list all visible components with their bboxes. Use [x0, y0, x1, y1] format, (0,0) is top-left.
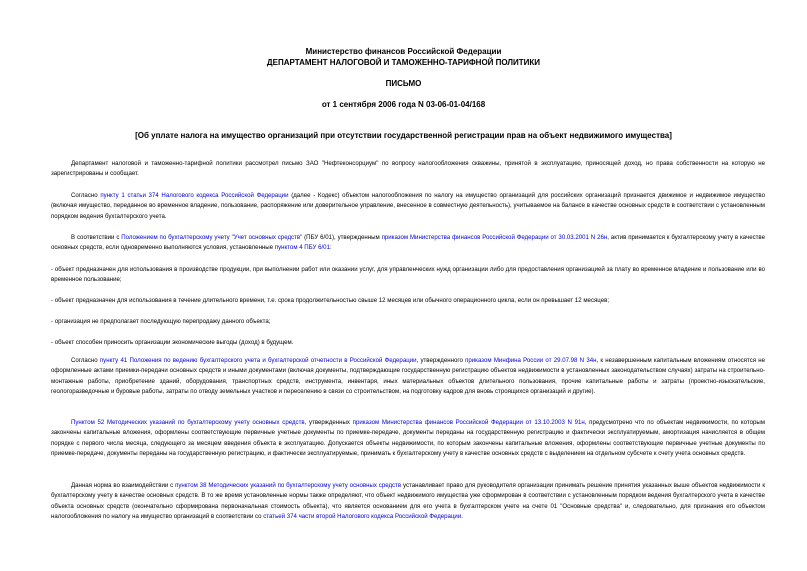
paragraph-text: .: [461, 513, 463, 521]
paragraph-text: , актив принимается к бухгалтерскому учету в качестве основных средств, если одновременно выполняются условия, установленные: [51, 234, 765, 252]
paragraph-3: [51, 233, 765, 254]
link-guidelines-item-38[interactable]: пунктом 38 Методических указаний по бухгалтерскому учету основных средств: [175, 482, 402, 489]
paragraph-8: [51, 356, 765, 398]
paragraph-text: устанавливает право для руководителя организации принимать решение принятия указанных выше объектов недвижимости к бухгалтерскому учету в качестве основных средств. В то же время установленные нормы также определяют, что объект недвижимого имущества уже сформирован в соответствии с установленным порядком ведения бухгалтерского учета в качестве объекта основных средств (окончательно сформирована первоначальная стоимость объекта), что является основанием для его учета в бухгалтерском учете на счете 01 "Основные средства" и, следовательно, для признания его объектом налогообложения по налогу на имущество организаций в соответствии со: [51, 482, 765, 521]
paragraph-text: - организация не предполагает последующую перепродажу данного объекта;: [51, 318, 271, 325]
paragraph-4: [51, 265, 765, 286]
paragraph-text: Согласно: [71, 357, 100, 364]
paragraph-text: - объект предназначен для использования в производстве продукции, при выполнении работ или оказании услуг, для управленческих нужд организации либо для предоставления организацией за плату во временное владение и пользование или во временное пользование;: [51, 266, 765, 284]
paragraph-text: , утвержденного: [416, 357, 466, 364]
document-subject: [Об уплате налога на имущество организаций при отсутствии государственной регистрации прав на объект недвижимого имущества]: [135, 131, 672, 140]
paragraph-text: (далее - Кодекс) объектом налогообложения по налогу на имущество организаций для российских организаций признается движимое и недвижимое имущество (включая имущество, переданное во временное владение, пользование, распоряжение или доверительное управление, внесенное в совместную деятельность), учитываемое на балансе в качестве основных средств в соответствии с установленным порядком ведения бухгалтерского учета.: [51, 192, 765, 220]
link-order-26n[interactable]: приказом Министерства финансов Российской Федерации от 30.03.2001 N 26н: [381, 234, 608, 241]
paragraph-1: [51, 159, 765, 180]
paragraph-text: - объект способен приносить организации экономические выгоды (доход) в будущем.: [51, 339, 294, 346]
link-order-91n[interactable]: приказом Министерства финансов Российской Федерации от 13.10.2003 N 91н: [352, 419, 585, 426]
paragraph-text: Согласно: [71, 192, 101, 199]
paragraph-10: [51, 481, 765, 523]
paragraph-9: [51, 418, 765, 460]
paragraph-text: , утвержденных: [304, 419, 353, 426]
paragraph-6: [51, 317, 765, 327]
document-date-number: от 1 сентября 2006 года N 03-06-01-04/168: [321, 100, 486, 109]
link-order-34n[interactable]: приказом Минфина России от 29.07.98 N 34н: [465, 357, 597, 364]
paragraph-text: , предусмотрено что по объектам недвижимости, по которым закончены капитальные вложения, оформлены соответствующие первичные учетные документы по приемке-передаче, документы переданы на государственную регистрацию и фактически эксплуатируемым, амортизация начисляется в общем порядке с первого числа месяца, следующего за месяцем введения объекта в эксплуатацию. Допускается объекты недвижимости, по которым закончены капитальные вложения, оформлены соответствующие первичные учетные документы по приемке-передаче, документы переданы на государственную регистрацию, и фактически эксплуатируемые, принимать к бухгалтерскому учету в качестве основных средств с выделением на отдельном субсчете к счету учета основных средств.: [51, 419, 765, 458]
link-pbu-item-4[interactable]: пунктом 4 ПБУ 6/01: [274, 244, 330, 252]
document-type: ПИСЬМО: [385, 79, 422, 88]
ministry-name: Министерство финансов Российской Федерации: [305, 47, 502, 56]
link-regulation-item-41[interactable]: пункту 41 Положения по ведению бухгалтерского учета и бухгалтерской отчетности в Российской Федерации: [99, 357, 417, 364]
department-name: ДЕПАРТАМЕНТ НАЛОГОВОЙ И ТАМОЖЕННО-ТАРИФНОЙ ПОЛИТИКИ: [266, 58, 541, 67]
paragraph-text: , к незавершенным капитальным вложениям относятся не оформленные актами приемки-передачи основных средств и иными документами (включая документы, подтверждающие государственную регистрацию объектов недвижимости в установленных законодательством случаях) затраты на строительно-монтажные работы, приобретение зданий, оборудования, транспортных средств, инструмента, инвентаря, иных материальных объектов длительного пользования, прочие капитальные работы и затраты (проектно-изыскательские, геологоразведочные и буровые работы, затраты по отводу земельных участков и переселению в связи со строительством, на подготовку кадров для вновь строящихся организаций и другие).: [51, 357, 765, 396]
paragraph-5: [51, 296, 765, 306]
paragraph-text: - объект предназначен для использования в течение длительного времени, т.е. срока продолжительностью свыше 12 месяцев или обычного операционного цикла, если он превышает 12 месяцев;: [51, 297, 610, 304]
paragraph-text: Данная норма во взаимодействии с: [71, 482, 176, 489]
paragraph-7: [51, 338, 765, 348]
paragraph-text: Департамент налоговой и таможенно-тарифной политики рассмотрел письмо ЗАО "Нефтеконсорциум" по вопросу налогообложения скважины, принятой в эксплуатацию, приносящей доход, но права собственности на которую не зарегистрированы и сообщает.: [51, 160, 765, 178]
paragraph-text: :: [329, 244, 332, 252]
link-tax-code-article-374[interactable]: пункту 1 статьи 374 Налогового кодекса Российской Федерации: [100, 192, 289, 199]
paragraph-text: В соответствии с: [71, 234, 122, 241]
link-pbu-6-01[interactable]: Положением по бухгалтерскому учету "Учет основных средств": [121, 234, 303, 241]
paragraph-2: [51, 191, 765, 222]
paragraph-text: (ПБУ 6/01), утвержденным: [302, 234, 382, 241]
link-guidelines-item-52[interactable]: Пунктом 52 Методических указаний по бухгалтерскому учету основных средств: [71, 419, 305, 426]
link-tax-code-article-374-part-2[interactable]: статьей 374 части второй Налогового кодекса Российской Федерации: [263, 513, 462, 521]
